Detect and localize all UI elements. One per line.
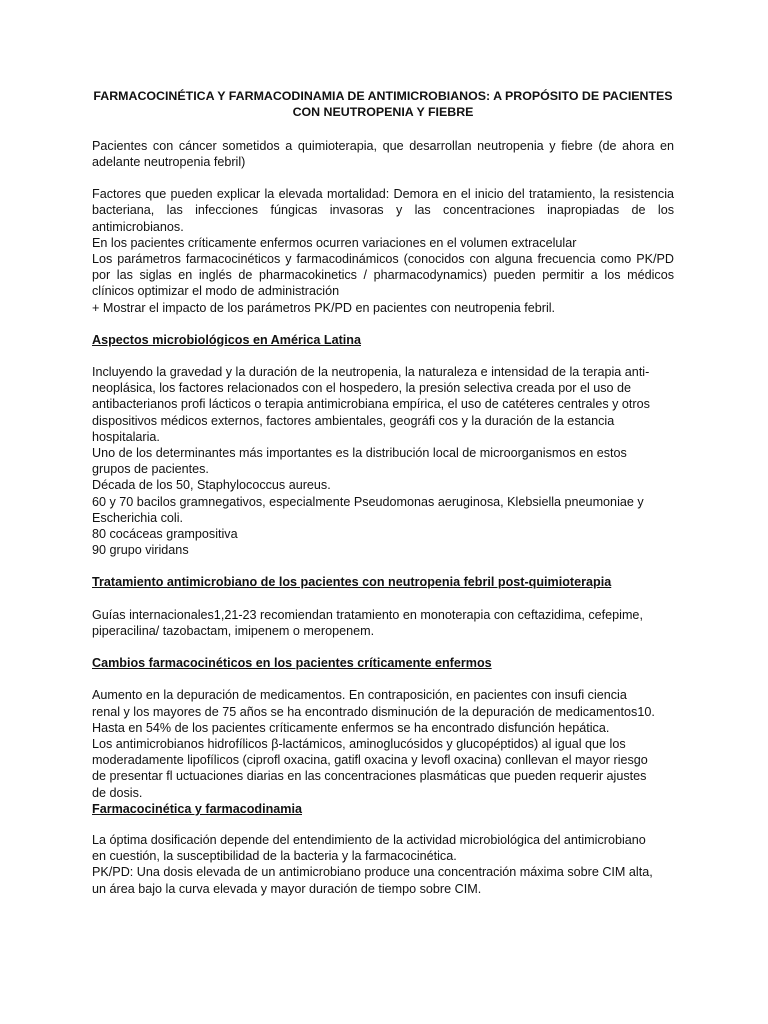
factors-paragraph [92,186,674,316]
paragraph-line: + Mostrar el impacto de los parámetros PK/PD en pacientes con neutropenia febril. [92,300,556,315]
pkpd-paragraph [92,832,674,897]
document-title [92,88,674,121]
paragraph-line: Aumento en la depuración de medicamentos. En contraposición, en pacientes con insufi ciencia [92,688,627,703]
paragraph-line: renal y los mayores de 75 años se ha encontrado disminución de la depuración de medicamentos10. [92,704,655,719]
paragraph-line: Los parámetros farmacocinéticos y farmacodinámicos (conocidos con alguna frecuencia como PK/PD por las siglas en inglés de pharmacokinetics / pharmacodynamics) pueden permitir a los médicos clínicos optimizar el modo de administración [92,252,674,299]
paragraph-line: En los pacientes críticamente enfermos ocurren variaciones en el volumen extracelular [92,235,577,250]
paragraph-line: piperacilina/ tazobactam, imipenem o meropenem. [92,623,375,638]
paragraph-line: en cuestión, la susceptibilidad de la bacteria y la farmacocinética. [92,849,457,864]
paragraph-line: Incluyendo la gravedad y la duración de la neutropenia, la naturaleza e intensidad de la terapia anti- [92,365,650,380]
section-heading-pkpd: Farmacocinética y farmacodinamia [92,801,302,816]
document-page [92,88,674,913]
paragraph-line: moderadamente lipofílicos (ciprofl oxacina, gatifl oxacina y levofl oxacina) conllevan el mayor riesgo [92,753,648,768]
paragraph-line: Uno de los determinantes más importantes es la distribución local de microorganismos en estos [92,446,627,461]
paragraph-line: Guías internacionales1,21-23 recomiendan tratamiento en monoterapia con ceftazidima, cefepime, [92,607,643,622]
microbiological-paragraph [92,364,674,558]
title-line: FARMACOCINÉTICA Y FARMACODINAMIA DE ANTIMICROBIANOS: A PROPÓSITO DE PACIENTES [93,89,673,103]
title-line: CON NEUTROPENIA Y FIEBRE [292,105,474,120]
paragraph-line: PK/PD: Una dosis elevada de un antimicrobiano produce una concentración máxima sobre CIM alta, [92,865,653,880]
paragraph-line: Factores que pueden explicar la elevada mortalidad: Demora en el inicio del tratamiento, la resistencia bacteriana, las infecciones fúngicas invasoras y las concentraciones inapropiadas de los antimicrobianos. [92,187,674,234]
paragraph-line: 60 y 70 bacilos gramnegativos, especialmente Pseudomonas aeruginosa, Klebsiella pneumoniae y [92,494,644,509]
paragraph-line: Los antimicrobianos hidrofílicos β-lactámicos, aminoglucósidos y glucopéptidos) al igual que los [92,736,626,751]
paragraph-line: grupos de pacientes. [92,462,209,477]
section-heading-microbiological: Aspectos microbiológicos en América Latina [92,332,361,347]
paragraph-line: dispositivos médicos externos, factores ambientales, geográfi cos y la duración de la estancia [92,413,615,428]
paragraph-line: de dosis. [92,785,143,800]
pk-changes-paragraph [92,687,674,800]
treatment-paragraph [92,607,674,639]
paragraph-line: 90 grupo viridans [92,543,189,558]
paragraph-line: La óptima dosificación depende del entendimiento de la actividad microbiológica del antimicrobiano [92,832,646,847]
intro-paragraph: Pacientes con cáncer sometidos a quimioterapia, que desarrollan neutropenia y fiebre (de ahora en adelante neutropenia febril) [92,138,674,170]
section-heading-pk-changes: Cambios farmacocinéticos en los pacientes críticamente enfermos [92,656,492,671]
paragraph-line: neoplásica, los factores relacionados con el hospedero, la presión selectiva creada por el uso de [92,381,632,396]
paragraph-line: de presentar fl uctuaciones diarias en las concentraciones plasmáticas que pueden requerir ajustes [92,769,647,784]
paragraph-line: Hasta en 54% de los pacientes críticamente enfermos se ha encontrado disfunción hepática. [92,720,610,735]
paragraph-line: 80 cocáceas grampositiva [92,527,238,542]
paragraph-line: antibacterianos profi lácticos o terapia antimicrobiana empírica, el uso de catéteres centrales y otros [92,397,650,412]
paragraph-line: hospitalaria. [92,429,160,444]
paragraph-line: Década de los 50, Staphylococcus aureus. [92,478,331,493]
paragraph-line: Escherichia coli. [92,510,183,525]
section-heading-treatment: Tratamiento antimicrobiano de los pacientes con neutropenia febril post-quimioterapia [92,575,612,590]
paragraph-line: un área bajo la curva elevada y mayor duración de tiempo sobre CIM. [92,881,482,896]
